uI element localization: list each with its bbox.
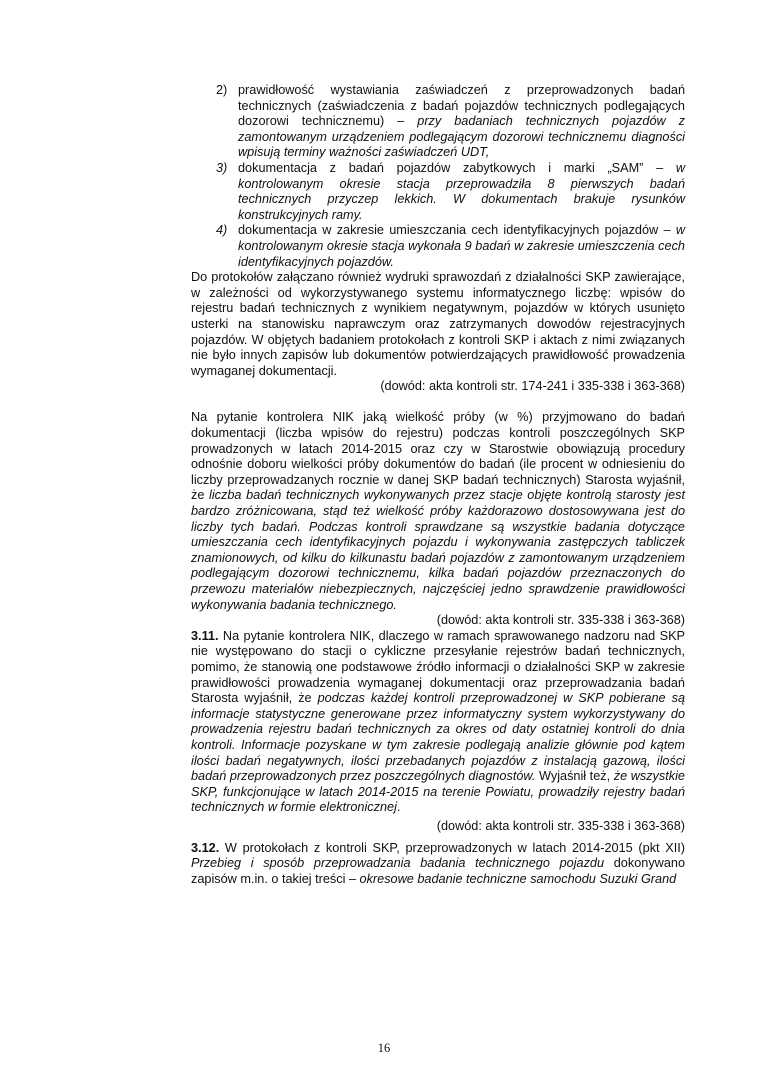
list-item-italic-text: w kontrolowanym okresie stacja wykonała 9 badań w zakresie umieszczenia cech identyfikacyjnych pojazdów. [238, 223, 685, 269]
list-item [191, 223, 685, 270]
paragraph-sample-size [191, 410, 685, 613]
section-italic-text: że wszystkie SKP, funkcjonujące w latach 2014-2015 na terenie Powiatu, prowadziły rejestry badań technicznych w formie elektronicznej [191, 769, 685, 815]
section-3-11 [191, 629, 685, 816]
evidence-reference: (dowód: akta kontroli str. 335-338 i 363-368) [436, 613, 685, 628]
section-italic-text: okresowe badanie techniczne samochodu Suzuki Grand [359, 871, 677, 886]
section-italic-text: Przebieg i sposób przeprowadzania badania technicznego pojazdu [191, 856, 605, 871]
list-item-number: 3) [216, 160, 228, 175]
section-text: Wyjaśnił też, [535, 769, 614, 784]
section-3-12 [191, 841, 685, 888]
section-number: 3.11. [191, 628, 219, 643]
paragraph-protocols: Do protokołów załączano również wydruki sprawozdań z działalności SKP zawierające, w zależności od wykorzystywanego systemu informatycznego liczbę: wpisów do rejestru badań technicznych z wynikiem negatywnym, pojazdów w których usunięto usterki na stanowisku naprawczym oraz zatrzymanych dowodów rejestracyjnych pojazdów. W objętych badaniem protokołach z kontroli SKP i aktach z nimi związanych nie było innych zapisów lub dokumentów potwierdzających prawidłowość prowadzenia wymaganej dokumentacji. [191, 270, 685, 378]
list-item-text: prawidłowość wystawiania zaświadczeń z przeprowadzonych badań technicznych (zaświadczenia z badań pojazdów technicznych podlegających dozorowi technicznemu) – [238, 83, 685, 129]
evidence-reference: (dowód: akta kontroli str. 335-338 i 363-368) [436, 818, 685, 833]
list-item-number: 4) [216, 223, 228, 238]
list-item [191, 83, 685, 161]
list-item-italic-text: przy badaniach technicznych pojazdów z zamontowanym urządzeniem podlegającym dozorowi technicznemu diagności wpisują terminy ważności zaświadczeń UDT, [238, 114, 685, 160]
section-text: . [396, 800, 401, 815]
list-item-text: dokumentacja z badań pojazdów zabytkowych i marki „SAM” – [238, 160, 676, 175]
section-italic-text: podczas każdej kontroli przeprowadzonej w SKP pobierane są informacje statystyczne generowane przez informatyczny system wykorzystywany do prowadzenia rejestru badań technicznych za okres od daty ostatniej kontroli do dnia kontroli. Informacje pozyskane w tym zakresie podlegają analizie głównie pod kątem ilości badań negatywnych, ilości przebadanych pojazdów z instalacją gazową, ilości badań przeprowadzonych przez poszczególnych diagnostów. [191, 691, 686, 784]
section-text: W protokołach z kontroli SKP, przeprowadzonych w latach 2014-2015 (pkt XII) [219, 840, 685, 855]
spacer [191, 395, 685, 411]
list-item [191, 161, 685, 223]
section-text: dokonywano zapisów m.in. o takiej treści – [191, 856, 685, 886]
document-body [191, 83, 685, 887]
section-text: Na pytanie kontrolera NIK, dlaczego w ramach sprawowanego nadzoru nad SKP nie występowano do stacji o cykliczne przesyłanie rejestrów badań technicznych, pomimo, że stanowią one podstawowe źródło informacji o działalności SKP w zakresie prawidłowości prowadzenia wymaganej dokumentacji oraz przeprowadzania badań Starosta wyjaśnił, że [191, 628, 685, 706]
list-item-text: dokumentacja w zakresie umieszczania cech identyfikacyjnych pojazdów – [238, 223, 676, 238]
list-item-italic-text: w kontrolowanym okresie stacja przeprowadziła 8 pierwszych badań technicznych przyczep lekkich. W dokumentach brakuje rysunków konstrukcyjnych ramy. [238, 160, 685, 222]
list-item-number: 2) [216, 83, 228, 97]
page-number: 16 [377, 1041, 391, 1055]
evidence-reference: (dowód: akta kontroli str. 174-241 i 335-338 i 363-368) [380, 379, 685, 394]
section-number: 3.12. [191, 840, 220, 855]
paragraph-italic-text: liczba badań technicznych wykonywanych przez stacje objęte kontrolą starosty jest bardzo zróżnicowana, stąd też wielkość próby każdorazowo dostosowywana jest do liczby tych badań. Podczas kontroli sprawdzane są wszystkie badania dotyczące umieszczania cech identyfikacyjnych pojazdu i wykonywania zastępczych tabliczek znamionowych, od kilku do kilkunastu badań pojazdów z zamontowanym urządzeniem podlegającym dozorowi technicznemu, kilka badań pojazdów przeznaczonych do przewozu materiałów niebezpiecznych, najczęściej jedno sprawdzenie prawidłowości wykonywania badania technicznego. [191, 488, 685, 612]
paragraph-text: Na pytanie kontrolera NIK jaką wielkość próby (w %) przyjmowano do badań dokumentacji (liczba wpisów do rejestru) podczas kontroli poszczególnych SKP prowadzonych w latach 2014-2015 oraz czy w Starostwie obowiązują procedury odnośnie doboru wielkości próby dokumentów do badań (ile procent w odniesieniu do liczby przeprowadzanych rocznie w danej SKP badań technicznych) Starosta wyjaśnił, że [191, 410, 685, 503]
